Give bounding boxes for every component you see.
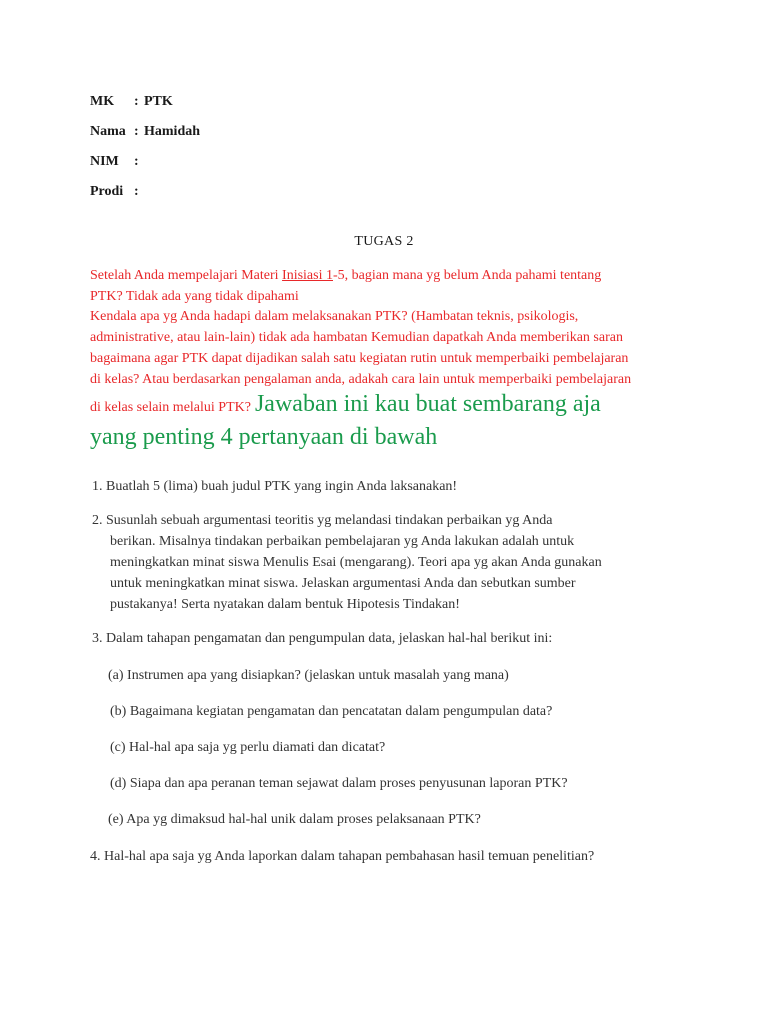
nama-value: Hamidah bbox=[144, 124, 201, 139]
nim-label: NIM bbox=[90, 154, 119, 169]
nama-colon: : bbox=[134, 124, 139, 139]
intro-line-1-end: -5, bagian mana yg belum Anda pahami tentang bbox=[333, 268, 602, 283]
intro-line-5: bagaimana agar PTK dapat dijadikan salah satu kegiatan rutin untuk memperbaiki pembelajaran bbox=[90, 351, 629, 366]
question-2-line-2: berikan. Misalnya tindakan perbaikan pembelajaran yg Anda lakukan adalah untuk bbox=[110, 534, 575, 549]
prodi-colon: : bbox=[134, 184, 139, 199]
question-3b: (b) Bagaimana kegiatan pengamatan dan pencatatan dalam pengumpulan data? bbox=[110, 704, 553, 719]
mk-label: MK bbox=[90, 94, 115, 109]
question-2-line-3: meningkatkan minat siswa Menulis Esai (mengarang). Teori apa yg akan Anda gunakan bbox=[110, 555, 602, 570]
answer-note-2: yang penting 4 pertanyaan di bawah bbox=[90, 424, 438, 450]
nim-colon: : bbox=[134, 154, 139, 169]
intro-line-4: administrative, atau lain-lain) tidak ada hambatan Kemudian dapatkah Anda memberikan saran bbox=[90, 330, 623, 345]
question-2-line-1: 2. Susunlah sebuah argumentasi teoritis yg melandasi tindakan perbaikan yg Anda bbox=[92, 513, 553, 528]
intro-line-1-start: Setelah Anda mempelajari Materi bbox=[90, 268, 283, 283]
inisiasi-link[interactable]: Inisiasi 1 bbox=[282, 268, 333, 283]
mk-row bbox=[90, 94, 173, 110]
mk-colon: : bbox=[134, 94, 139, 109]
nim-row bbox=[90, 154, 139, 170]
question-4: 4. Hal-hal apa saja yg Anda laporkan dalam tahapan pembahasan hasil temuan penelitian? bbox=[90, 849, 595, 864]
intro-line-6: di kelas? Atau berdasarkan pengalaman anda, adakah cara lain untuk memperbaiki pembelajaran bbox=[90, 372, 632, 387]
question-3c: (c) Hal-hal apa saja yg perlu diamati dan dicatat? bbox=[110, 740, 386, 755]
intro-line-1 bbox=[90, 266, 601, 287]
intro-line-7 bbox=[90, 391, 601, 419]
page-title: TUGAS 2 bbox=[354, 234, 414, 249]
question-2-line-5: pustakanya! Serta nyatakan dalam bentuk Hipotesis Tindakan! bbox=[110, 597, 460, 612]
nama-row bbox=[90, 124, 201, 140]
nama-label: Nama bbox=[90, 124, 126, 139]
question-3a: (a) Instrumen apa yang disiapkan? (jelaskan untuk masalah yang mana) bbox=[108, 668, 509, 683]
question-1: 1. Buatlah 5 (lima) buah judul PTK yang ingin Anda laksanakan! bbox=[92, 479, 458, 494]
prodi-row bbox=[90, 184, 139, 200]
intro-line-7-text: di kelas selain melalui PTK? bbox=[90, 400, 251, 415]
question-2-line-4: untuk meningkatkan minat siswa. Jelaskan argumentasi Anda dan sebutkan sumber bbox=[110, 576, 576, 591]
intro-line-2: PTK? Tidak ada yang tidak dipahami bbox=[90, 289, 299, 304]
question-3: 3. Dalam tahapan pengamatan dan pengumpulan data, jelaskan hal-hal berikut ini: bbox=[92, 631, 553, 646]
question-3e: (e) Apa yg dimaksud hal-hal unik dalam proses pelaksanaan PTK? bbox=[108, 812, 481, 827]
prodi-label: Prodi bbox=[90, 184, 124, 199]
mk-value: PTK bbox=[144, 94, 173, 109]
question-3d: (d) Siapa dan apa peranan teman sejawat dalam proses penyusunan laporan PTK? bbox=[110, 776, 568, 791]
intro-line-3: Kendala apa yg Anda hadapi dalam melaksanakan PTK? (Hambatan teknis, psikologis, bbox=[90, 309, 579, 324]
answer-note-1: Jawaban ini kau buat sembarang aja bbox=[254, 391, 601, 417]
